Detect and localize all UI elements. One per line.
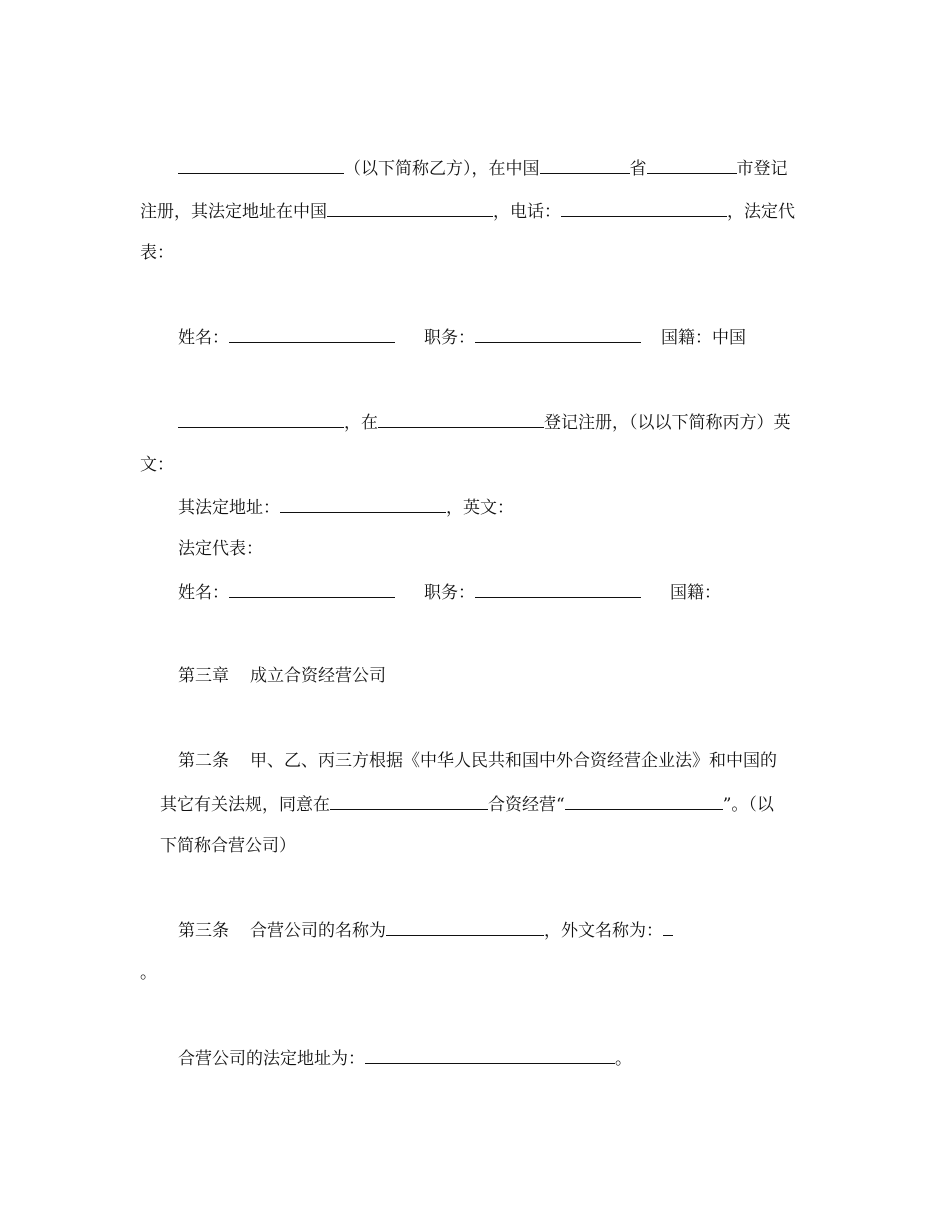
party-c-line-2: 文： — [140, 455, 174, 475]
party-b-line-2: 注册，其法定地址在中国 ，电话： ，法定代 — [140, 199, 795, 224]
party-c-address-line: 其法定地址： ，英文： — [178, 495, 514, 520]
rep-name-blank[interactable] — [229, 325, 395, 343]
rep-title-blank[interactable] — [475, 325, 641, 343]
city-blank[interactable] — [647, 156, 737, 174]
foreign-name-blank[interactable] — [663, 918, 673, 936]
article-3-line-2: 。 — [140, 963, 157, 983]
article-2-line-3: 下简称合营公司） — [160, 836, 296, 856]
company-name-blank[interactable] — [565, 792, 723, 810]
article-3-line-1: 第三条 合营公司的名称为 ，外文名称为： — [178, 918, 673, 943]
party-b-name-blank[interactable] — [178, 156, 344, 174]
party-c-representative-line: 姓名： 职务： 国籍： — [178, 580, 721, 605]
party-b-representative-line: 姓名： 职务： 国籍：中国 — [178, 325, 746, 350]
party-c-rep-label: 法定代表： — [178, 539, 263, 559]
jv-address-blank[interactable] — [365, 1046, 615, 1064]
article-2-line-2: 其它有关法规，同意在 合资经营“ ”。（以 — [160, 792, 774, 817]
party-b-line-3: 表： — [140, 243, 174, 263]
party-c-line-1: ，在 登记注册，（以以下简称丙方）英 — [178, 410, 791, 435]
party-c-address-blank[interactable] — [280, 495, 446, 513]
phone-blank[interactable] — [561, 199, 727, 217]
party-b-line-1: （以下简称乙方），在中国 省 市登记 — [178, 156, 788, 181]
rep-title-blank[interactable] — [475, 580, 641, 598]
party-c-name-blank[interactable] — [178, 410, 344, 428]
rep-name-blank[interactable] — [229, 580, 395, 598]
article-2-line-1: 第二条 甲、乙、丙三方根据《中华人民共和国中外合资经营企业法》和中国的 — [178, 751, 777, 771]
location-blank[interactable] — [330, 792, 488, 810]
jv-address-line: 合营公司的法定地址为： 。 — [178, 1046, 632, 1071]
province-blank[interactable] — [540, 156, 630, 174]
legal-address-blank[interactable] — [327, 199, 493, 217]
jv-name-blank[interactable] — [386, 918, 544, 936]
chapter-heading: 第三章 成立合资经营公司 — [178, 666, 386, 686]
registration-place-blank[interactable] — [378, 410, 544, 428]
